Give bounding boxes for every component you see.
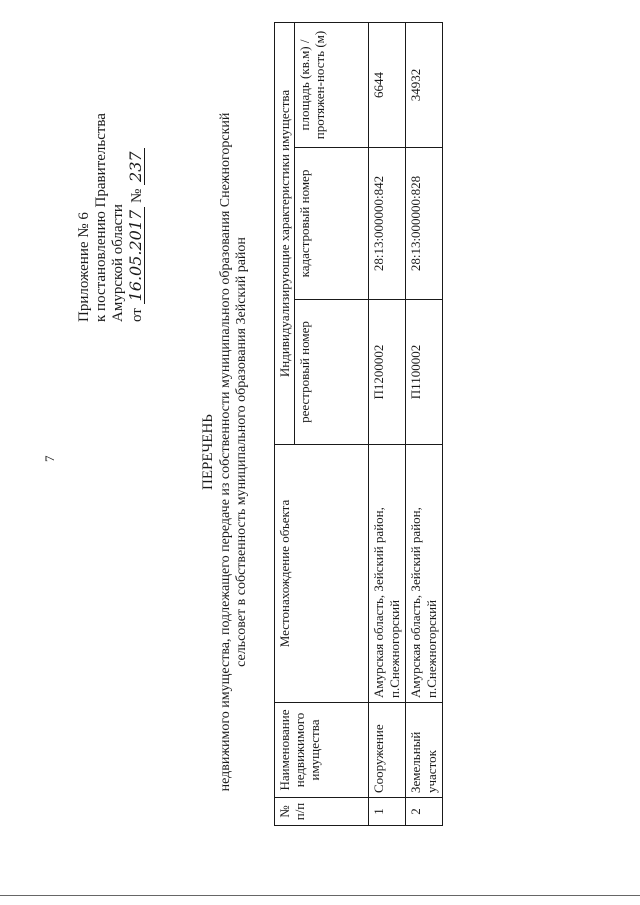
cell-cadastral: 28:13:000000:842 (369, 148, 406, 300)
table-header-row (275, 22, 295, 825)
handwritten-date: 16.05.2017 (127, 207, 145, 305)
cell-area: 6644 (369, 22, 406, 147)
cell-num: 1 (369, 798, 406, 826)
document-title-block (200, 22, 250, 882)
header-registry: реестровый номер (295, 300, 369, 445)
cell-name: Сооружение (369, 703, 406, 798)
date-prefix: от (129, 308, 145, 322)
table-row (406, 22, 443, 825)
page-number: 7 (42, 455, 57, 462)
document-subtitle-line-2: сельсовет в собственность муниципального образования Зейский район (234, 237, 249, 667)
number-prefix: № (129, 188, 145, 204)
document-heading: ПЕРЕЧЕНЬ (200, 414, 216, 490)
handwritten-number: 237 (127, 148, 145, 185)
header-area: площадь (кв.м) / протяжен-ность (м) (295, 22, 369, 147)
header-num: № п/п (275, 798, 369, 826)
cell-registry: П1100002 (406, 300, 443, 445)
property-table (274, 22, 443, 826)
cell-location: Амурская область, Зейский район, п.Снежногорский (369, 445, 406, 703)
rotated-document-page (20, 22, 620, 882)
cell-num: 2 (406, 798, 443, 826)
table-row (369, 22, 406, 825)
cell-name: Земельный участок (406, 703, 443, 798)
appendix-title: Приложение № 6 (76, 212, 92, 322)
cell-area: 34932 (406, 22, 443, 147)
header-name: Наименование недвижимого имущества (275, 703, 369, 798)
header-cadastral: кадастровый номер (295, 148, 369, 300)
header-characteristics: Индивидуализирующие характеристики имущества (275, 22, 295, 444)
cell-registry: П1200002 (369, 300, 406, 445)
appendix-header (76, 113, 146, 322)
cell-cadastral: 28:13:000000:828 (406, 148, 443, 300)
document-subtitle-line-1: недвижимого имущества, подлежащего передаче из собственности муниципального образования Снежногорский (218, 112, 233, 792)
appendix-date-number-line (127, 113, 146, 322)
cell-location: Амурская область, Зейский район, п.Снежногорский (406, 445, 443, 703)
appendix-resolution-line: к постановлению Правительства (93, 113, 109, 322)
header-location: Местонахождение объекта (275, 445, 369, 703)
appendix-region-line: Амурской области (110, 204, 126, 322)
scan-edge-line (0, 895, 640, 896)
